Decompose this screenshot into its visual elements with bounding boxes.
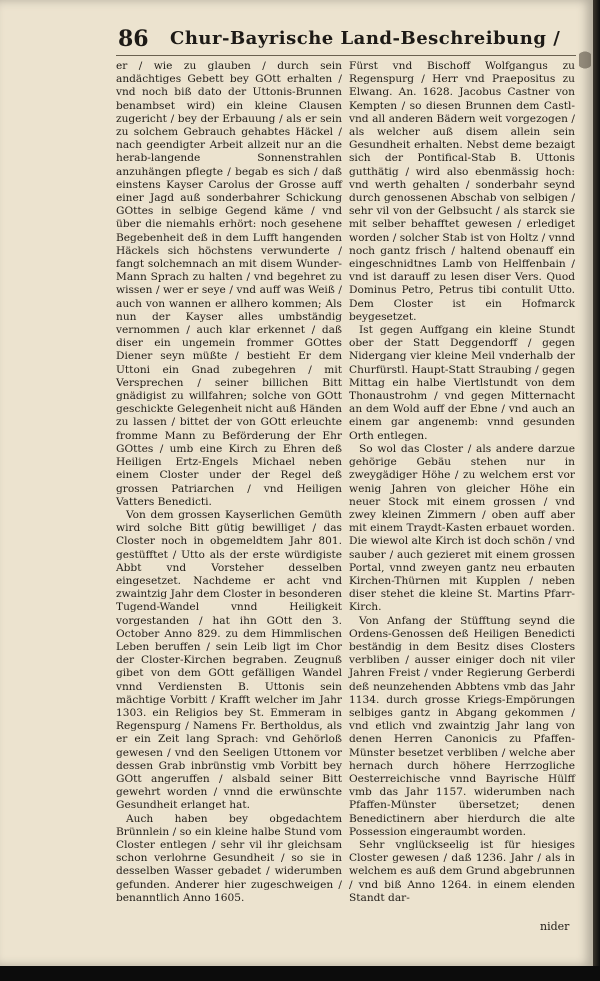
paragraph: er / wie zu glauben / durch sein andächtiges Gebett bey GOtt erhalten / vnd noch biß dato der Uttonis-Brunnen benambset wird) ein kleine Clausen zugericht / bey der Erbauung / als er sein zu solchem Gebrauch gehabtes Häckel / nach geendigter Arbeit allzeit nur an die herab-langende Sonnenstrahlen anzuhängen pflegte / begab es sich / daß einstens Kayser Carolus der Grosse auff einer Jagd auß sonderbahrer Schickung GOttes in selbige Gegend käme / vnd über die niemahls erhört: noch gesehene Begebenheit deß in dem Lufft hangenden Häckels sich höchstens verwunderte / fangt solchemnach an mit disem Wunder-Mann Sprach zu halten / vnd begehret zu wissen / wer er seye / vnd auff was Weiß / auch von wannen er allhero kommen; Als nun der Kayser alles umbständig vernommen / auch klar erkennet / daß diser ein ungemein frommer GOttes Diener seyn müßte / bestieht Er dem Uttoni ein Gnad zubegehren / mit Versprechen / seiner billichen Bitt gnädigist zu willfahren; solche von GOtt geschickte Gelegenheit nicht auß Händen zu lassen / bittet der von GOtt erleuchte fromme Mann zu Beförderung der Ehr GOttes / umb eine Kirch zu Ehren deß Heiligen Ertz-Engels Michael neben einem Closter under der Regel deß grossen Patriarchen / vnd Heiligen Vatters Benedicti. — [116, 60, 342, 508]
catchword: nider — [540, 920, 570, 933]
paragraph: So wol das Closter / als andere darzue gehörige Gebäu stehen nur in zweygädiger Höhe / zu welchem erst vor wenig Jahren von gleicher Höhe ein neuer Stock mit einem grossen / vnd zwey kleinen Zimmern / oben auff aber mit einem Traydt-Kasten erbauet worden. Die wiewol alte Kirch ist doch schön / vnd sauber / auch gezieret mit einem grossen Portal, vnnd zweyen gantz neu erbauten Kirchen-Thürnen mit Kupplen / neben diser stehet die kleine St. Martins Pfarr-Kirch. — [349, 442, 575, 614]
header-rule — [116, 55, 576, 56]
running-title: Chur-Bayrische Land-Beschreibung / — [170, 28, 561, 49]
scan-background — [0, 966, 600, 981]
paragraph: Auch haben bey obgedachtem Brünnlein / so ein kleine halbe Stund vom Closter entlegen / sehr vil ihr gleichsam schon verlohrne Gesundheit / so sie in desselben Wasser gebadet / widerumben gefunden. Anderer hier zugeschweigen / benanntlich Anno 1605. — [116, 812, 342, 904]
page-number: 86 — [118, 26, 149, 52]
paragraph: Fürst vnd Bischoff Wolfgangus zu Regenspurg / Herr vnd Praepositus zu Elwang. An. 1628. Jacobus Castner von Kempten / so diesen Brunnen dem Castl-vnd all anderen Bädern weit vorgezogen / als welcher auß disem allein sein Gesundheit erhalten. Nebst deme bezaigt sich der Pontifical-Stab B. Uttonis gutthätig / wird also ebenmässig hoch: vnd werth gehalten / sonderbahr seynd durch genossenen Abschab von selbigen / sehr vil von der Gelbsucht / als starck sie mit selber behafftet gewesen / erlediget worden / solcher Stab ist von Holtz / vnnd noch gantz frisch / haltend obenauff ein eingeschnidtnes Lamb von Helffenbain / vnd ist darauff zu lesen diser Vers. Quod Dominus Petro, Petrus tibi contulit Utto. Dem Closter ist ein Hofmarck beygesetzet. — [349, 60, 575, 323]
left-text-column — [116, 60, 342, 905]
book-spine-edge — [593, 0, 600, 966]
paragraph: Von dem grossen Kayserlichen Gemüth wird solche Bitt gütig bewilliget / das Closter noch in obgemeldtem Jahr 801. gestüfftet / Utto als der erste würdigiste Abbt vnd Vorsteher desselben eingesetzet. Nachdeme er acht vnd zwaintzig Jahr dem Closter in besonderen Tugend-Wandel vnnd Heiligkeit vorgestanden / hat ihn GOtt den 3. October Anno 829. zu dem Himmlischen Leben beruffen / sein Leib ligt im Chor der Closter-Kirchen begraben. Zeugnuß gibet von dem GOtt gefälligen Wandel vnnd Verdiensten B. Uttonis sein mächtige Vorbitt / Krafft welcher im Jahr 1303. ein Religios bey St. Emmeram in Regenspurg / Namens Fr. Bertholdus, als er ein Zeit lang Sprach: vnd Gehörloß gewesen / vnd den Seeligen Uttonem vor dessen Grab inbrünstig vmb Vorbitt bey GOtt angeruffen / alsbald seiner Bitt gewehrt worden / vnnd die erwünschte Gesundheit erlanget hat. — [116, 508, 342, 812]
right-text-column — [349, 60, 575, 905]
paragraph: Ist gegen Auffgang ein kleine Stundt ober der Statt Deggendorff / gegen Nidergang vier kleine Meil vnderhalb der Churfürstl. Haupt-Statt Straubing / gegen Mittag ein halbe Viertlstundt von dem Thonaustrohm / vnd gegen Mitternacht an dem Wold auff der Ebne / vnd auch an einem gar angenemb: vnnd gesunden Orth entlegen. — [349, 324, 575, 442]
paragraph: Von Anfang der Stüfftung seynd die Ordens-Genossen deß Heiligen Benedicti beständig in dem Besitz dises Closters verbliben / ausser einiger doch nit viler Jahren Freist / vnder Regierung Gerberdi deß neunzehenden Abbtens vmb das Jahr 1134. durch grosse Kriegs-Empörungen selbiges gantz in Abgang gekommen / vnd etlich vnd zwaintzig Jahr lang von denen Herren Canonicis zu Pfaffen-Münster besetzet verbliben / welche aber hernach durch höhere Herrzogliche Oesterreichische vnnd Bayrische Hülff vmb das Jahr 1157. widerumben nach Pfaffen-Münster übersetzet; denen Benedictinern aber hierdurch die alte Possession eingeraumbt worden. — [349, 614, 575, 838]
page-damage-mark — [579, 40, 591, 80]
paragraph: Sehr vnglückseelig ist für hiesiges Closter gewesen / daß 1236. Jahr / als in welchem es auß dem Grund abgebrunnen / vnd biß Anno 1264. in einem elenden Standt dar- — [349, 838, 575, 904]
